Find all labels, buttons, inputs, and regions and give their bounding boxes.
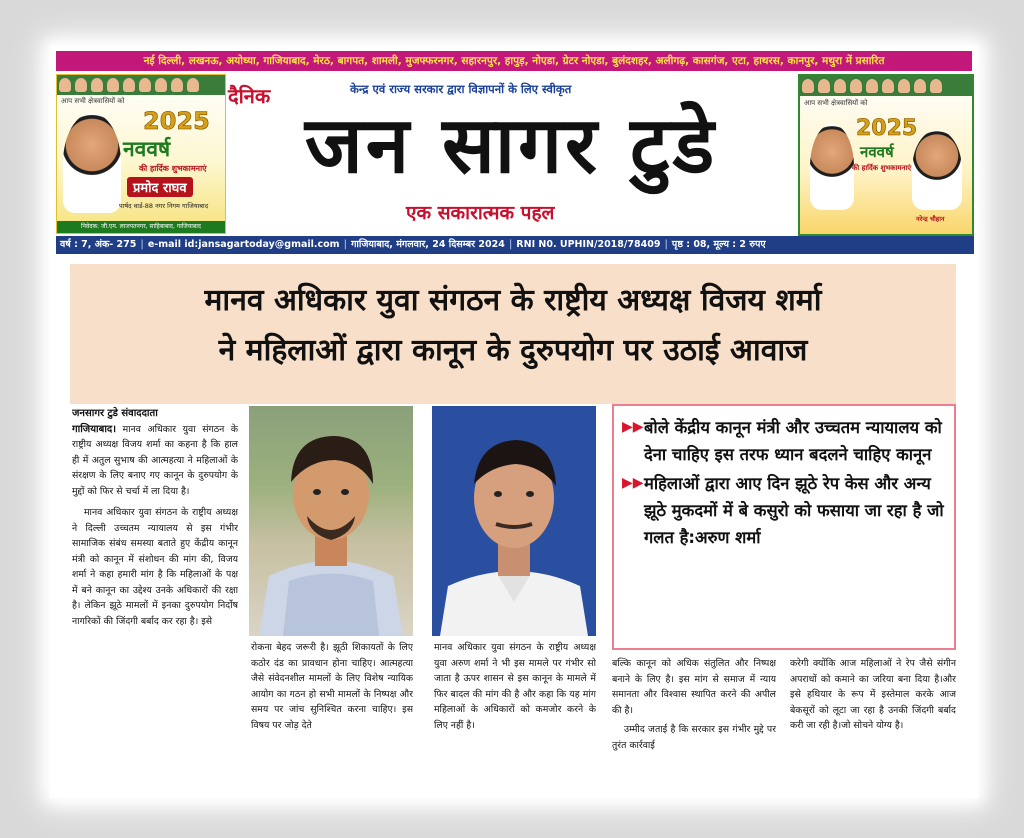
ad-portrait xyxy=(63,113,121,213)
place-date: गाजियाबाद, मंगलवार, 24 दिसम्बर 2024 xyxy=(351,239,505,250)
article-paragraph: रोकना बेहद जरूरी है। झूठी शिकायतों के लिए कठोर दंड का प्रावधान होना चाहिए। आत्महत्या जैसे संवेदनशील मामलों के लिए विशेष न्यायिक आयोग का गठन हो सभी मामलों के निष्पक्ष और समय पर जांच सुनिश्चित करना चाहिए। इस विषय पर जोड़ देते xyxy=(251,642,413,731)
ad-year: 2025 xyxy=(143,107,210,135)
ad-name: नरेन्द्र चौहान xyxy=(916,215,945,223)
newspaper-page xyxy=(50,46,978,798)
ad-greeting: नववर्ष xyxy=(860,143,894,161)
newspaper-title: जन सागर टुडे xyxy=(304,101,718,191)
ad-top-text: आप सभी क्षेत्रवासियों को xyxy=(61,97,125,105)
ad-wish: की हार्दिक शुभकामनाएं xyxy=(852,164,912,172)
new-year-ad-right xyxy=(798,74,974,236)
ad-leaders-strip xyxy=(57,75,225,95)
highlight-text: बोले केंद्रीय कानून मंत्री और उच्चतम न्यायालय को देना चाहिए इस तरफ ध्यान बदलने चाहिए कानून xyxy=(644,418,942,464)
highlights-box xyxy=(612,404,956,650)
portrait-illustration xyxy=(432,406,596,636)
headline-line-1: मानव अधिकार युवा संगठन के राष्ट्रीय अध्यक्ष विजय शर्मा xyxy=(204,283,822,318)
ad-name: प्रमोद राघव xyxy=(127,177,193,197)
new-year-ad-left xyxy=(56,74,226,234)
article-byline: जनसागर टुडे संवाददाता xyxy=(72,408,158,419)
article-column-1 xyxy=(72,406,238,782)
highlight-item xyxy=(622,414,948,468)
leader-portrait xyxy=(810,124,854,210)
double-arrow-icon: ▶▶ xyxy=(622,419,644,435)
article-paragraph: करेगी क्योंकि आज महिलाओं ने रेप जैसे संगीन अपराधों को कमाने का जरिया बना दिया है।और इसे हथियार के रूप में इस्तेमाल करके आज बेकसूरों को लूटा जा रहा है उनकी जिंदगी बर्बाद करी जा रही है।जो सोचने योग्य है। xyxy=(790,658,956,731)
headline-line-2: ने महिलाओं द्वारा कानून के दुरुपयोग पर उठाई आवाज xyxy=(218,333,808,368)
ad-footer: निवेदक: जी.एम. लाजपतनगर, साहिबाबाद, गाजियाबाद xyxy=(57,221,225,233)
masthead-prefix: दैनिक xyxy=(228,84,271,108)
edition-info-bar: वर्ष : 7, अंक- 275 | e-mail id:jansagartoday@gmail.com | गाजियाबाद, मंगलवार, 24 दिसम्बर 2024 | RNI N0. UPHIN/2018/78409 | पृष्ठ : 08, मूल्य : 2 रुपए xyxy=(56,236,974,254)
article-paragraph: मानव अधिकार युवा संगठन के राष्ट्रीय अध्यक्ष विजय शर्मा का कहना है कि हाल ही में अतुल सुभाष की आत्महत्या ने महिलाओं के संरक्षण के लिए बनाए गए कानून के दुरुपयोग के मुद्दों को फिर से चर्चा में ला दिया है। xyxy=(72,423,238,497)
article-column-2 xyxy=(251,640,413,780)
article-paragraph: मानव अधिकार युवा संगठन के राष्ट्रीय अध्यक्ष युवा अरुण शर्मा ने भी इस मामले पर गंभीर सो जाता है ऊपर शासन से इस कानून के मामले में फिर बादल की मांग की है और कहा कि यह मांग महिलाओं के अधिकारों को कमजोर करने के लिए नहीं है। xyxy=(434,642,596,731)
government-approval-note: केन्द्र एवं राज्य सरकार द्वारा विज्ञापनों के लिए स्वीकृत xyxy=(350,82,572,96)
edition-number: वर्ष : 7, अंक- 275 xyxy=(60,239,137,250)
ad-greeting: नववर्ष xyxy=(123,137,171,161)
main-headline xyxy=(70,264,956,404)
article-dateline: गाजियाबाद। xyxy=(72,423,117,435)
rni-number: RNI N0. UPHIN/2018/78409 xyxy=(516,239,661,250)
newspaper-tagline: एक सकारात्मक पहल xyxy=(406,202,555,224)
article-paragraph: बल्कि कानून को अधिक संतुलित और निष्पक्ष बनाने के लिए है। इस मांग से समाज में न्याय समानता और विश्वास स्थापित करने की अपील की है। xyxy=(612,658,776,716)
pages-price: पृष्ठ : 08, मूल्य : 2 रुपए xyxy=(671,239,766,250)
article-column-4 xyxy=(612,656,776,780)
ad-designation: पार्षद वार्ड-88 नगर निगम गाजियाबाद xyxy=(119,202,209,210)
highlight-text: महिलाओं द्वारा आए दिन झूठे रेप केस और अन्य झूठे मुकदमों में बे कसुरो को फसाया जा रहा है जो गलत है:अरुण शर्मा xyxy=(644,474,944,547)
portrait-illustration xyxy=(249,406,413,636)
ad-leaders-strip xyxy=(800,76,972,96)
ad-wish: की हार्दिक शुभकामनाएं xyxy=(139,164,207,173)
double-arrow-icon: ▶▶ xyxy=(622,475,644,491)
photo-vijay-sharma xyxy=(249,406,413,636)
ad-top-text: आप सभी क्षेत्रवासियों को xyxy=(804,99,868,107)
ad-year: 2025 xyxy=(856,116,918,141)
photo-arun-sharma xyxy=(432,406,596,636)
ad-portrait xyxy=(912,130,962,210)
article-paragraph: मानव अधिकार युवा संगठन के राष्ट्रीय अध्यक्ष ने दिल्ली उच्चतम न्यायालय से इस गंभीर सामाजिक संबंध समस्या बताते हुए केंद्रीय कानून मंत्री को कानून में संशोधन की मांग की, विजय शर्मा ने कहा हमारी मांग है कि महिलाओं के पक्ष में बने कानून का उद्देश्य उनके अधिकारों की रक्षा है। लेकिन झूठे मामलों में इनका दुरुपयोग निर्दोष नागरिकों की जिंदगी बर्बाद कर रहा है। इसे xyxy=(72,507,238,627)
article-column-5 xyxy=(790,656,956,780)
highlight-item xyxy=(622,470,948,551)
contact-email: e-mail id:jansagartoday@gmail.com xyxy=(147,239,340,250)
article-paragraph: उम्मीद जताई है कि सरकार इस गंभीर मुद्दे पर तुरंत कार्रवाई xyxy=(612,724,776,751)
circulation-cities-bar: नई दिल्ली, लखनऊ, अयोध्या, गाजियाबाद, मेरठ, बागपत, शामली, मुजफ्फरनगर, सहारनपुर, हापुड़, नोएडा, ग्रेटर नोएडा, बुलंदशहर, अलीगढ़, कासगंज, एटा, हाथरस, कानपुर, मथुरा में प्रसारित xyxy=(56,51,972,71)
article-column-3 xyxy=(434,640,596,780)
